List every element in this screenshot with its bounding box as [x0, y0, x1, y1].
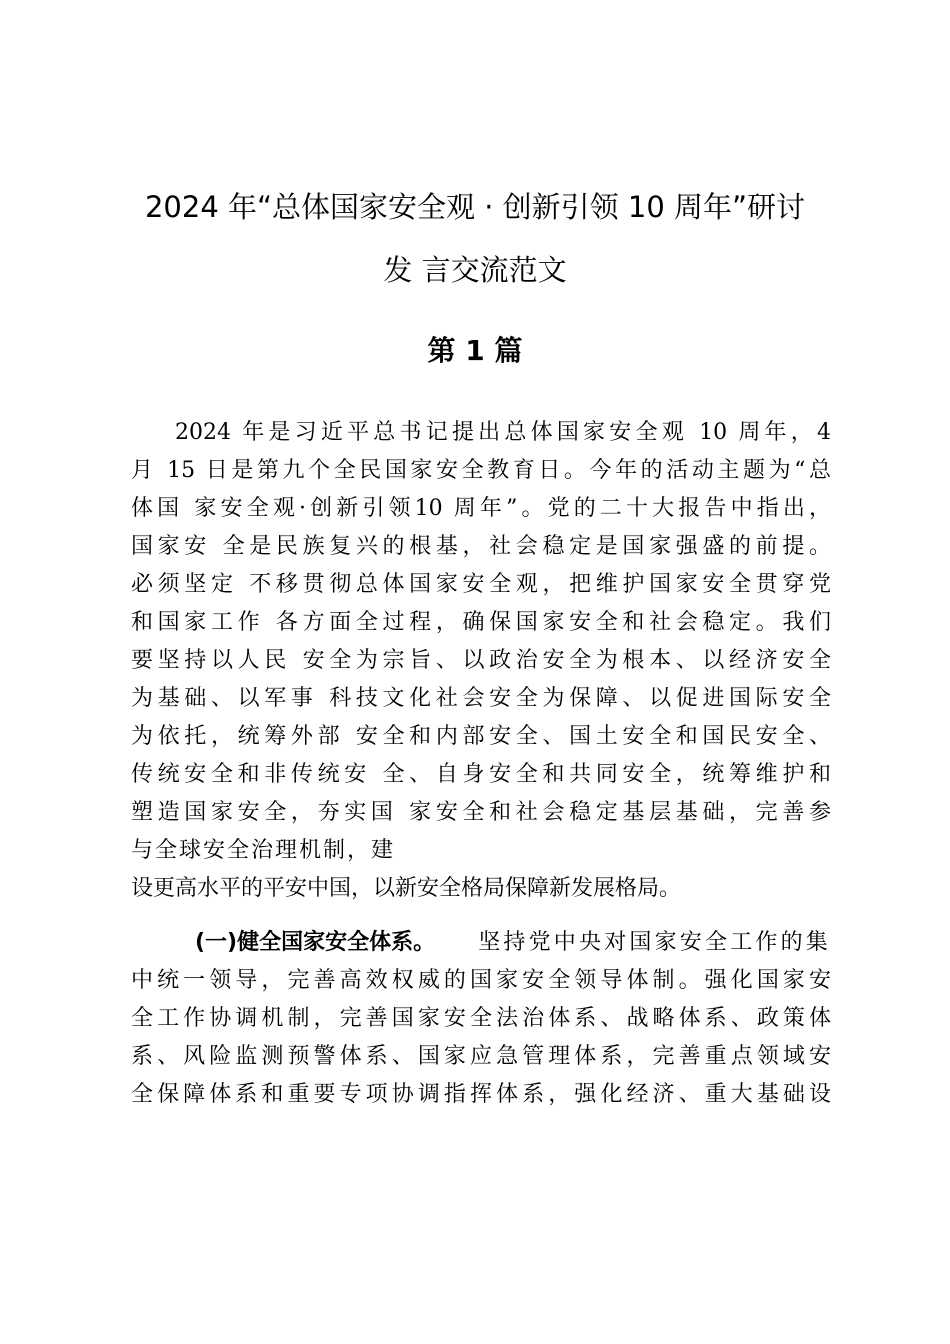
- chapter-heading: 第 1 篇: [427, 334, 523, 367]
- paragraph-2-line: 全保障体系和重要专项协调指挥体系，强化经济、重大基础设: [131, 1082, 831, 1107]
- paragraph-1-line: 为基础、以军事 科技文化社会安全为保障、以促进国际安全: [131, 686, 831, 711]
- paragraph-1-line: 月 15 日是第九个全民国家安全教育日。今年的活动主题为“总: [131, 458, 831, 483]
- paragraph-1-line: 体国 家安全观·创新引领10 周年”。党的二十大报告中指出，: [131, 496, 831, 521]
- paragraph-2-line: 中统一领导，完善高效权威的国家安全领导体制。强化国家安: [131, 968, 831, 993]
- paragraph-1-line: 国家安 全是民族复兴的根基，社会稳定是国家强盛的前提。: [131, 534, 831, 559]
- paragraph-1-line: 要坚持以人民 安全为宗旨、以政治安全为根本、以经济安全: [131, 648, 831, 673]
- document-title-line-1: 2024 年“总体国家安全观 · 创新引领 10 周年”研讨: [144, 190, 806, 224]
- paragraph-1-line: 塑造国家安全，夯实国 家安全和社会稳定基层基础，完善参: [131, 800, 831, 825]
- paragraph-1-line: 与全球安全治理机制，建: [131, 838, 396, 863]
- paragraph-2-line: 全工作协调机制，完善国家安全法治体系、战略体系、政策体: [131, 1006, 831, 1031]
- paragraph-1-line: 设更高水平的平安中国，以新安全格局保障新发展格局。: [131, 876, 682, 901]
- paragraph-1-line: 必须坚定 不移贯彻总体国家安全观，把维护国家安全贯穿党: [131, 572, 831, 597]
- paragraph-1-line: 为依托，统筹外部 安全和内部安全、国土安全和国民安全、: [131, 724, 831, 749]
- paragraph-2-first-line: [195, 928, 831, 958]
- paragraph-2-line: 系、风险监测预警体系、国家应急管理体系，完善重点领域安: [131, 1044, 831, 1069]
- paragraph-1-line: 2024 年是习近平总书记提出总体国家安全观 10 周年，4: [175, 420, 831, 445]
- paragraph-1-line: 传统安全和非传统安 全、自身安全和共同安全，统筹维护和: [131, 762, 831, 787]
- paragraph-1-line: 和国家工作 各方面全过程，确保国家安全和社会稳定。我们: [131, 610, 831, 635]
- paragraph-2-lead: 坚持党中央对国家安全工作的集: [478, 930, 831, 955]
- document-title-line-2: 发 言交流范文: [383, 253, 567, 287]
- section-1-heading: (一)健全国家安全体系。: [195, 930, 436, 955]
